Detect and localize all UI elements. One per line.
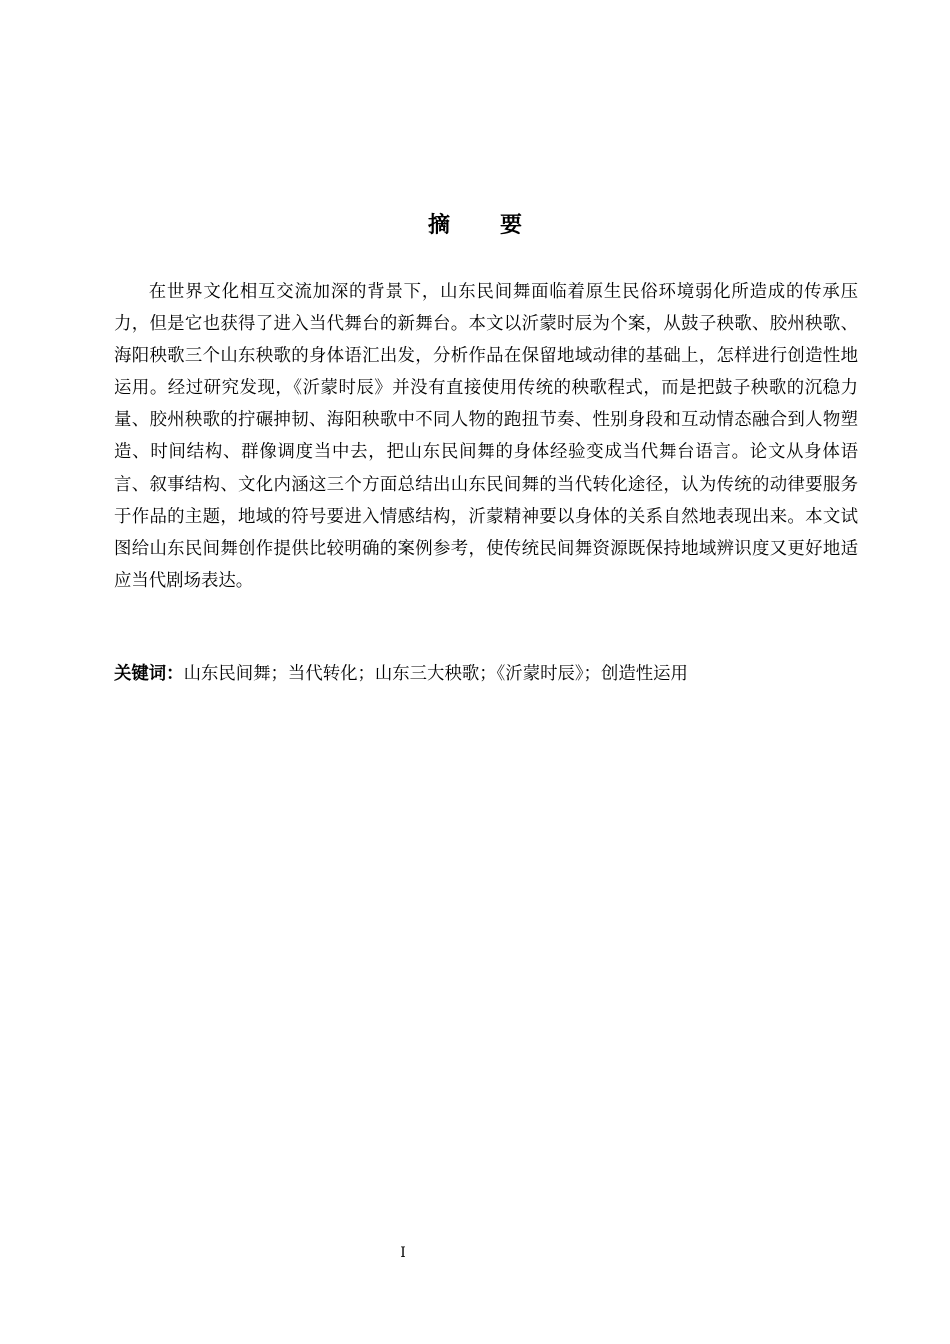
abstract-body: 在世界文化相互交流加深的背景下，山东民间舞面临着原生民俗环境弱化所造成的传承压力，但是它也获得了进入当代舞台的新舞台。本文以沂蒙时辰为个案，从鼓子秧歌、胶州秧歌、海阳秧歌三个山东秧歌的身体语汇出发，分析作品在保留地域动律的基础上，怎样进行创造性地运用。经过研究发现，《沂蒙时辰》并没有直接使用传统的秧歌程式，而是把鼓子秧歌的沉稳力量、胶州秧歌的拧碾抻韧、海阳秧歌中不同人物的跑扭节奏、性别身段和互动情态融合到人物塑造、时间结构、群像调度当中去，把山东民间舞的身体经验变成当代舞台语言。论文从身体语言、叙事结构、文化内涵这三个方面总结出山东民间舞的当代转化途径，认为传统的动律要服务于作品的主题，地域的符号要进入情感结构，沂蒙精神要以身体的关系自然地表现出来。本文试图给山东民间舞创作提供比较明确的案例参考，使传统民间舞资源既保持地域辨识度又更好地适应当代剧场表达。	[114, 282, 858, 591]
keywords-text: 山东民间舞；当代转化；山东三大秧歌；《沂蒙时辰》；创造性运用	[183, 664, 688, 684]
keywords-label: 关键词：	[114, 664, 184, 684]
page-number: I	[400, 1245, 406, 1261]
keywords-line	[114, 661, 874, 687]
abstract-title: 摘要	[427, 212, 572, 238]
